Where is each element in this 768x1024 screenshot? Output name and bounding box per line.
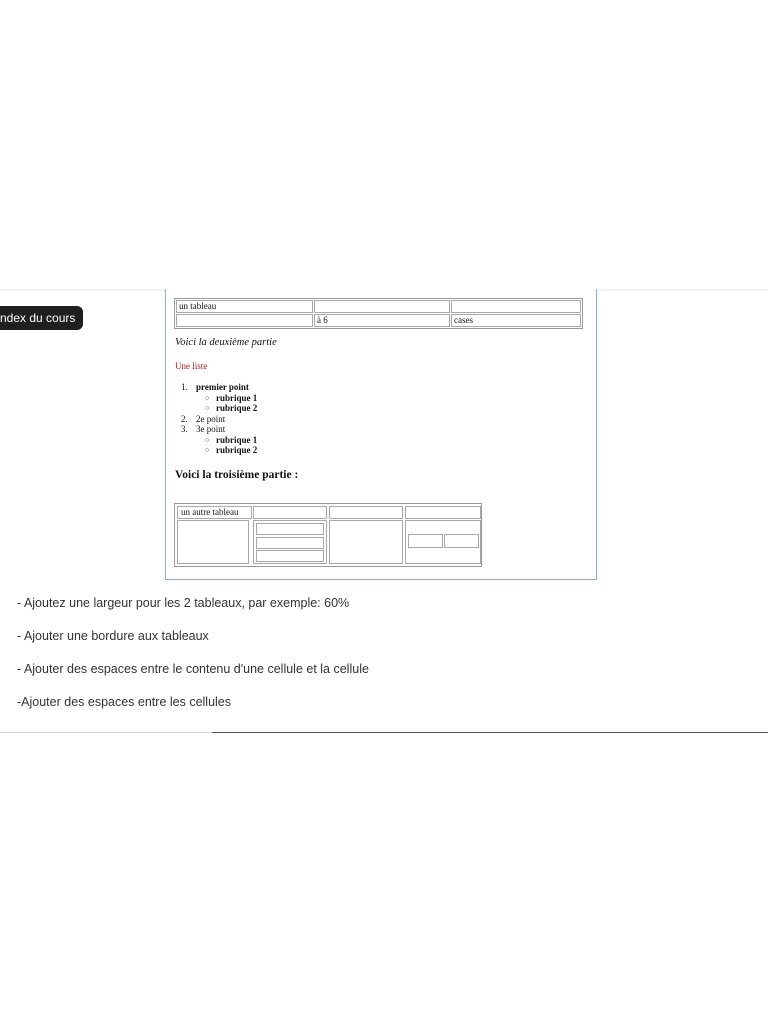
table-cell [405, 506, 481, 519]
nested-cell [256, 523, 324, 535]
table-cell [451, 300, 581, 313]
nested-cell [444, 534, 479, 548]
nested-cell [256, 550, 324, 562]
circle-bullet-icon: ○ [205, 435, 210, 444]
table-cell [176, 314, 313, 327]
table-cell [253, 506, 327, 519]
section-two-heading: Voici la deuxième partie [175, 337, 277, 348]
rendered-page-screenshot [165, 289, 597, 580]
list-heading: Une liste [175, 361, 208, 371]
table-cell: un autre tableau [177, 506, 252, 519]
nested-table-cell [405, 520, 481, 564]
circle-bullet-icon: ○ [205, 393, 210, 402]
table-row [176, 300, 581, 313]
table-cell [177, 520, 249, 564]
sub-item-label: rubrique 1 [216, 392, 258, 403]
sub-item-label: rubrique 2 [216, 403, 258, 413]
table-cell: cases [451, 314, 581, 327]
progress-divider [212, 732, 768, 733]
nested-cell [256, 537, 324, 549]
nested-cell [408, 534, 443, 548]
sub-item-label: rubrique 2 [216, 445, 258, 455]
divider-line [0, 732, 212, 733]
table-cell [329, 520, 403, 564]
list-number: 3. [181, 424, 188, 434]
sub-item-label: rubrique 1 [216, 434, 258, 445]
table-cell [314, 300, 450, 313]
course-index-button[interactable]: ndex du cours [0, 306, 83, 330]
table-cell: à 6 [314, 314, 450, 327]
list-item-label: 2e point [196, 413, 226, 424]
list-item-label: 3e point [196, 424, 226, 434]
circle-bullet-icon: ○ [205, 404, 210, 412]
circle-bullet-icon: ○ [205, 446, 210, 454]
table-cell: un tableau [176, 300, 313, 313]
instruction-line: - Ajouter des espaces entre le contenu d'une cellule et la cellule [17, 662, 369, 676]
first-table [174, 298, 583, 329]
list-number: 2. [181, 413, 188, 424]
table-cell [329, 506, 403, 519]
instruction-line: -Ajouter des espaces entre les cellules [17, 695, 232, 709]
list-item-label: premier point [196, 382, 249, 392]
section-three-heading: Voici la troisième partie : [175, 469, 299, 481]
instruction-line: - Ajouter une bordure aux tableaux [17, 629, 209, 643]
second-table [174, 503, 482, 567]
table-row [176, 314, 581, 327]
nested-table-cell [253, 520, 327, 564]
instruction-line: - Ajoutez une largeur pour les 2 tableaux, par exemple: 60% [17, 596, 350, 610]
list-number: 1. [181, 382, 188, 392]
